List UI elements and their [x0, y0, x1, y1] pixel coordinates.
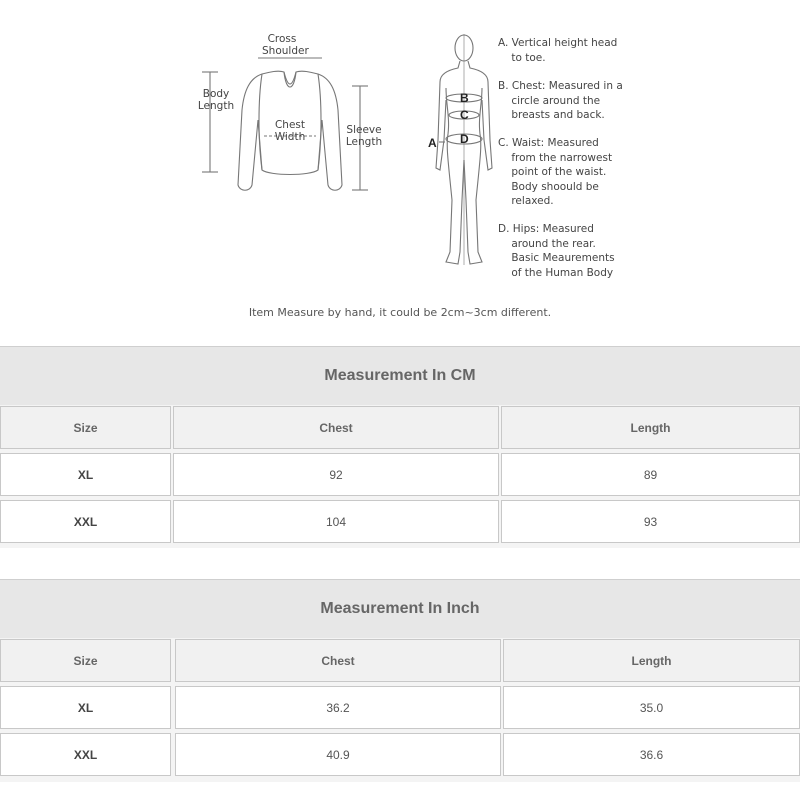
sleeve-length-label: Sleeve Length [345, 124, 383, 148]
letter-b: B [460, 91, 469, 105]
chest-width-label: Chest Width [274, 119, 306, 143]
cm-header-size: Size [0, 406, 171, 449]
letter-d: D [460, 132, 469, 146]
cm-header-length: Length [501, 406, 800, 449]
body-length-label: Body Length [197, 88, 235, 112]
cm-row-xxl-size: XXL [0, 500, 171, 543]
letter-a: A [428, 136, 437, 150]
cm-header-chest: Chest [173, 406, 499, 449]
cm-row-xl-size: XL [0, 453, 171, 496]
legend-d: D. Hips: Measured around the rear. Basic Meaurements of the Human Body [498, 223, 615, 279]
cm-row-xl-chest: 92 [173, 453, 499, 496]
cm-row-xl-length: 89 [501, 453, 800, 496]
cm-table-title: Measurement In CM [0, 346, 800, 405]
cm-row-xxl-chest: 104 [173, 500, 499, 543]
legend-b: B. Chest: Measured in a circle around the breasts and back. [498, 80, 623, 121]
measurement-diagram [0, 0, 800, 340]
inch-header-length: Length [503, 639, 800, 682]
inch-row-xxl-length: 36.6 [503, 733, 800, 776]
cm-row-xxl-length: 93 [501, 500, 800, 543]
measure-note: Item Measure by hand, it could be 2cm~3cm different. [248, 306, 552, 319]
inch-header-size: Size [0, 639, 171, 682]
inch-row-xxl-size: XXL [0, 733, 171, 776]
legend-c: C. Waist: Measured from the narrowest point of the waist. Body shoould be relaxed. [498, 137, 613, 207]
inch-row-xl-length: 35.0 [503, 686, 800, 729]
letter-c: C [460, 108, 469, 122]
legend-a: A. Vertical height head to toe. [498, 37, 618, 64]
inch-header-chest: Chest [175, 639, 501, 682]
inch-row-xxl-chest: 40.9 [175, 733, 501, 776]
inch-table-title: Measurement In Inch [0, 579, 800, 638]
inch-row-xl-chest: 36.2 [175, 686, 501, 729]
body-figure-sketch [0, 0, 800, 300]
inch-row-xl-size: XL [0, 686, 171, 729]
cross-shoulder-label: Cross Shoulder [262, 33, 309, 57]
